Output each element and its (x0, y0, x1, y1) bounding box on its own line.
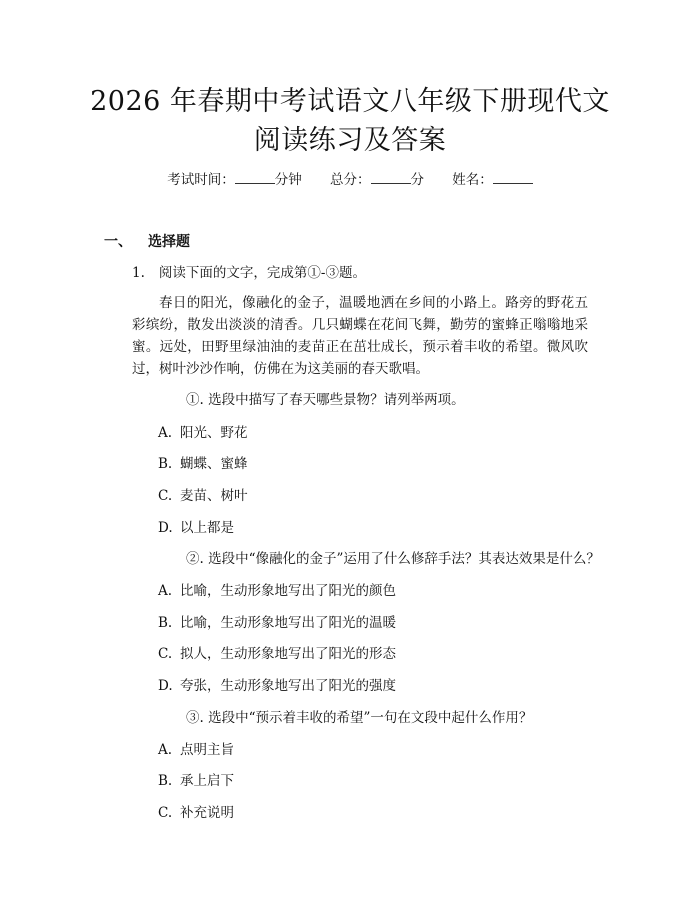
name-label: 姓名： (452, 172, 493, 188)
option-letter: A. (158, 583, 173, 599)
section-number: 一、 (104, 234, 132, 250)
exam-time-label: 考试时间： (167, 172, 235, 188)
exam-time-blank (235, 170, 275, 184)
option-text: 比喻，生动形象地写出了阳光的温暖 (180, 615, 396, 631)
option-a (158, 579, 396, 599)
option-c (158, 801, 234, 821)
subquestion-3: ③. 选段中“预示着丰收的希望”一句在文段中起什么作用？ (186, 710, 533, 726)
option-text: 承上启下 (180, 773, 234, 789)
total-score-label: 总分： (330, 172, 371, 188)
option-letter: A. (158, 742, 173, 758)
option-letter: D. (158, 678, 173, 694)
option-text: 阳光、野花 (180, 425, 248, 441)
total-score-blank (371, 170, 411, 184)
name-field (452, 172, 533, 188)
name-blank (493, 170, 533, 184)
option-b (158, 769, 234, 789)
option-b (158, 452, 248, 472)
exam-time-unit: 分钟 (274, 172, 302, 188)
question-number: 1. (132, 265, 145, 281)
option-letter: B. (158, 773, 173, 789)
question-1-prompt (132, 261, 366, 281)
option-letter: C. (158, 805, 173, 821)
page-title: 2026 年春期中考试语文八年级下册现代文阅读练习及答案 (90, 86, 610, 156)
option-letter: D. (158, 520, 173, 536)
option-a (158, 738, 234, 758)
option-letter: C. (158, 646, 173, 662)
option-text: 比喻，生动形象地写出了阳光的颜色 (180, 583, 396, 599)
option-text: 补充说明 (180, 805, 234, 821)
total-score-unit: 分 (410, 172, 424, 188)
option-c (158, 484, 248, 504)
option-letter: A. (158, 425, 173, 441)
option-text: 麦苗、树叶 (180, 488, 248, 504)
exam-meta (0, 168, 700, 188)
option-text: 蝴蝶、蜜蜂 (180, 456, 248, 472)
option-text: 拟人，生动形象地写出了阳光的形态 (180, 646, 396, 662)
option-a (158, 421, 248, 441)
exam-time-field (167, 172, 306, 188)
section-heading (104, 231, 190, 251)
option-d (158, 516, 234, 536)
section-title: 选择题 (148, 234, 190, 250)
option-letter: B. (158, 456, 173, 472)
option-letter: C. (158, 488, 173, 504)
option-text: 点明主旨 (180, 742, 234, 758)
option-text: 夸张，生动形象地写出了阳光的强度 (180, 678, 396, 694)
subquestion-2: ②. 选段中“像融化的金子”运用了什么修辞手法？其表达效果是什么？ (186, 551, 600, 567)
option-b (158, 611, 396, 631)
total-score-field (330, 172, 428, 188)
question-prompt-text: 阅读下面的文字，完成第①-③题。 (158, 265, 366, 281)
option-c (158, 642, 396, 662)
option-letter: B. (158, 615, 173, 631)
option-d (158, 674, 396, 694)
option-text: 以上都是 (180, 520, 234, 536)
subquestion-1: ①. 选段中描写了春天哪些景物？请列举两项。 (186, 392, 465, 408)
reading-passage: 春日的阳光，像融化的金子，温暖地洒在乡间的小路上。路旁的野花五彩缤纷，散发出淡淡的清香。几只蝴蝶在花间飞舞，勤劳的蜜蜂正嗡嗡地采蜜。远处，田野里绿油油的麦苗正在茁壮成长，预示着丰收的希望。微风吹过，树叶沙沙作响，仿佛在为这美丽的春天歌唱。 (132, 295, 588, 377)
